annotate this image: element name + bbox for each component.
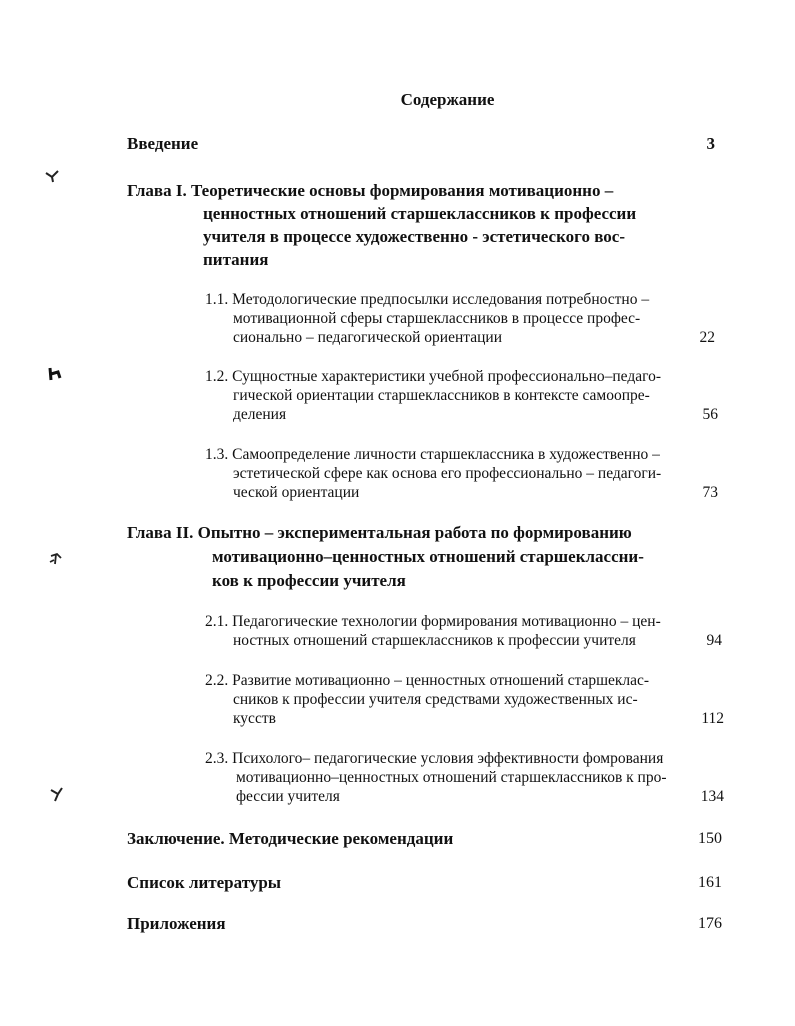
section-2-1-page: 94 <box>706 632 722 649</box>
section-1-3-line-3: ческой ориентации <box>233 484 360 501</box>
scan-artifact-mark <box>48 784 68 804</box>
section-2-3-line-2: мотивационно–ценностных отношений старшеклассников к про- <box>236 769 667 786</box>
section-1-1-line-2: мотивационной сферы старшеклассников в процессе профес- <box>233 310 641 327</box>
section-2-2-line-1: 2.2. Развитие мотивационно – ценностных отношений старшеклас- <box>205 672 650 689</box>
section-1-2-line-3: деления <box>233 406 287 423</box>
chapter2-line-2: мотивационно–ценностных отношений старшеклассни- <box>212 547 644 566</box>
toc-appendix-page: 176 <box>698 915 722 932</box>
chapter2-line-3: ков к профессии учителя <box>212 571 406 590</box>
page-title: Содержание <box>400 90 495 109</box>
section-2-2-line-2: сников к профессии учителя средствами художественных ис- <box>233 691 638 708</box>
section-2-2-page: 112 <box>701 710 724 727</box>
toc-bibliography-page: 161 <box>698 874 722 891</box>
section-1-3-page: 73 <box>702 484 718 501</box>
section-1-1-page: 22 <box>699 329 715 346</box>
section-1-1-line-3: сионально – педагогической ориентации <box>233 329 502 346</box>
section-1-2-line-2: гической ориентации старшеклассников в контексте самоопре- <box>233 387 650 404</box>
section-2-3-page: 134 <box>700 788 724 805</box>
section-1-2-line-1: 1.2. Сущностные характеристики учебной профессионально–педаго- <box>205 368 662 385</box>
toc-conclusion-label: Заключение. Методические рекомендации <box>127 829 454 848</box>
scan-artifact-mark <box>44 168 64 184</box>
section-1-1-line-1: 1.1. Методологические предпосылки исследования потребностно – <box>205 291 650 308</box>
toc-conclusion-page: 150 <box>698 830 722 847</box>
chapter1-line-2: ценностных отношений старшеклассников к профессии <box>203 204 637 223</box>
section-1-2-page: 56 <box>702 406 718 423</box>
section-2-1-line-1: 2.1. Педагогические технологии формирования мотивационно – цен- <box>205 613 661 630</box>
section-2-2-line-3: кусств <box>233 710 276 727</box>
toc-intro-page: 3 <box>706 134 715 153</box>
toc-intro-label: Введение <box>127 134 199 153</box>
scan-artifact-mark <box>47 548 67 568</box>
chapter1-line-4: питания <box>203 250 269 269</box>
section-2-3-line-1: 2.3. Психолого– педагогические условия эффективности фомрования <box>205 750 664 767</box>
toc-bibliography-label: Список литературы <box>127 873 282 892</box>
section-1-3-line-2: эстетической сфере как основа его профессионально – педагоги- <box>233 465 662 482</box>
chapter1-line-1: Глава I. Теоретические основы формирования мотивационно – <box>127 181 614 200</box>
section-2-1-line-2: ностных отношений старшеклассников к профессии учителя <box>233 632 636 649</box>
toc-appendix-label: Приложения <box>127 914 226 933</box>
chapter1-line-3: учителя в процессе художественно - эстетического вос- <box>203 227 625 246</box>
scan-artifact-mark <box>46 366 66 384</box>
chapter2-line-1: Глава II. Опытно – экспериментальная работа по формированию <box>127 523 632 542</box>
section-1-3-line-1: 1.3. Самоопределение личности старшеклассника в художественно – <box>205 446 660 463</box>
section-2-3-line-3: фессии учителя <box>236 788 340 805</box>
